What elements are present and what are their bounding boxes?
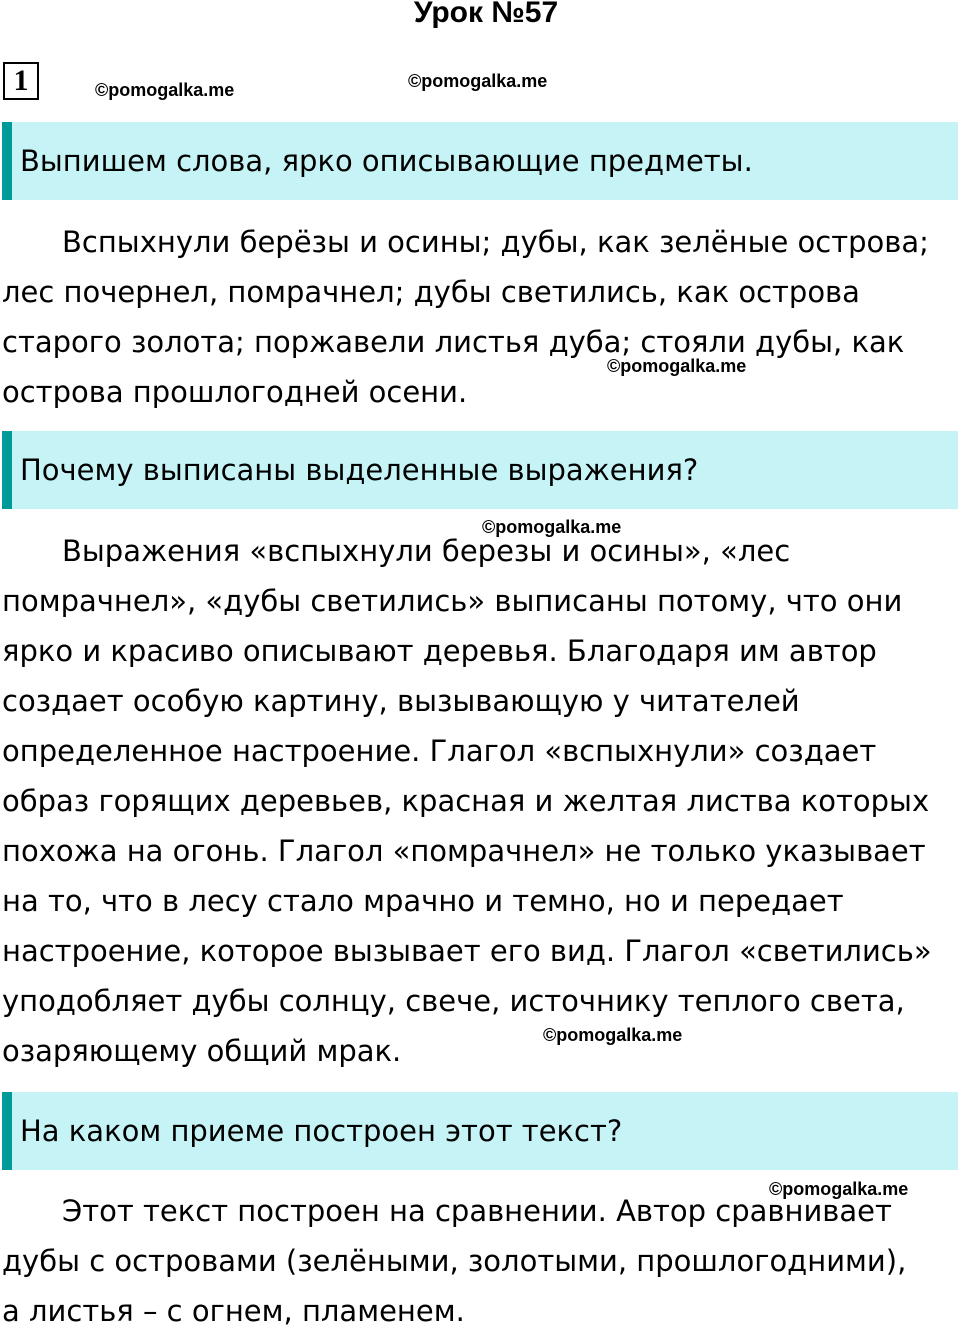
watermark: ©pomogalka.me [543,1025,683,1045]
text-line: Вспыхнули берёзы и осины; дубы, как зелёные острова; [62,225,929,259]
watermark: ©pomogalka.me [95,80,235,100]
text-line: Выражения «вспыхнули березы и осины», «лес [62,534,791,568]
text-line: образ горящих деревьев, красная и желтая листва которых [2,784,930,818]
text-line: ярко и красиво описывают деревья. Благодаря им автор [2,634,877,668]
question-banner-2 [2,431,958,509]
text-line: Этот текст построен на сравнении. Автор сравнивает [62,1194,892,1228]
text-line: старого золота; поржавели листья дуба; стояли дубы, как [2,325,905,359]
text-line: определенное настроение. Глагол «вспыхнули» создает [2,734,877,768]
watermark: ©pomogalka.me [607,356,747,376]
question-heading: Почему выписаны выделенные выражения? [20,453,699,487]
watermark: ©pomogalka.me [408,71,548,91]
text-line: дубы с островами (зелёными, золотыми, прошлогодними), [2,1244,907,1278]
question-banner-3 [2,1092,958,1170]
text-line: создает особую картину, вызывающую у читателей [2,684,800,718]
question-heading: Выпишем слова, ярко описывающие предметы. [20,144,753,178]
question-heading: На каком приеме построен этот текст? [20,1114,623,1148]
text-line: уподобляет дубы солнцу, свече, источнику теплого света, [2,984,905,1018]
text-line: настроение, которое вызывает его вид. Глагол «светились» [2,934,932,968]
watermark: ©pomogalka.me [769,1179,909,1199]
page-title: Урок №57 [413,0,559,29]
text-line: а листья – с огнем, пламенем. [2,1294,465,1328]
text-line: лес почернел, помрачнел; дубы светились, как острова [2,275,860,309]
text-line: острова прошлогодней осени. [2,375,468,409]
text-line: на то, что в лесу стало мрачно и темно, но и передает [2,884,844,918]
question-banner-1 [2,122,958,200]
text-line: похожа на огонь. Глагол «помрачнел» не только указывает [2,834,926,868]
task-number-box: 1 [3,62,39,100]
text-line: озаряющему общий мрак. [2,1034,402,1068]
text-line: помрачнел», «дубы светились» выписаны потому, что они [2,584,903,618]
watermark: ©pomogalka.me [482,517,622,537]
